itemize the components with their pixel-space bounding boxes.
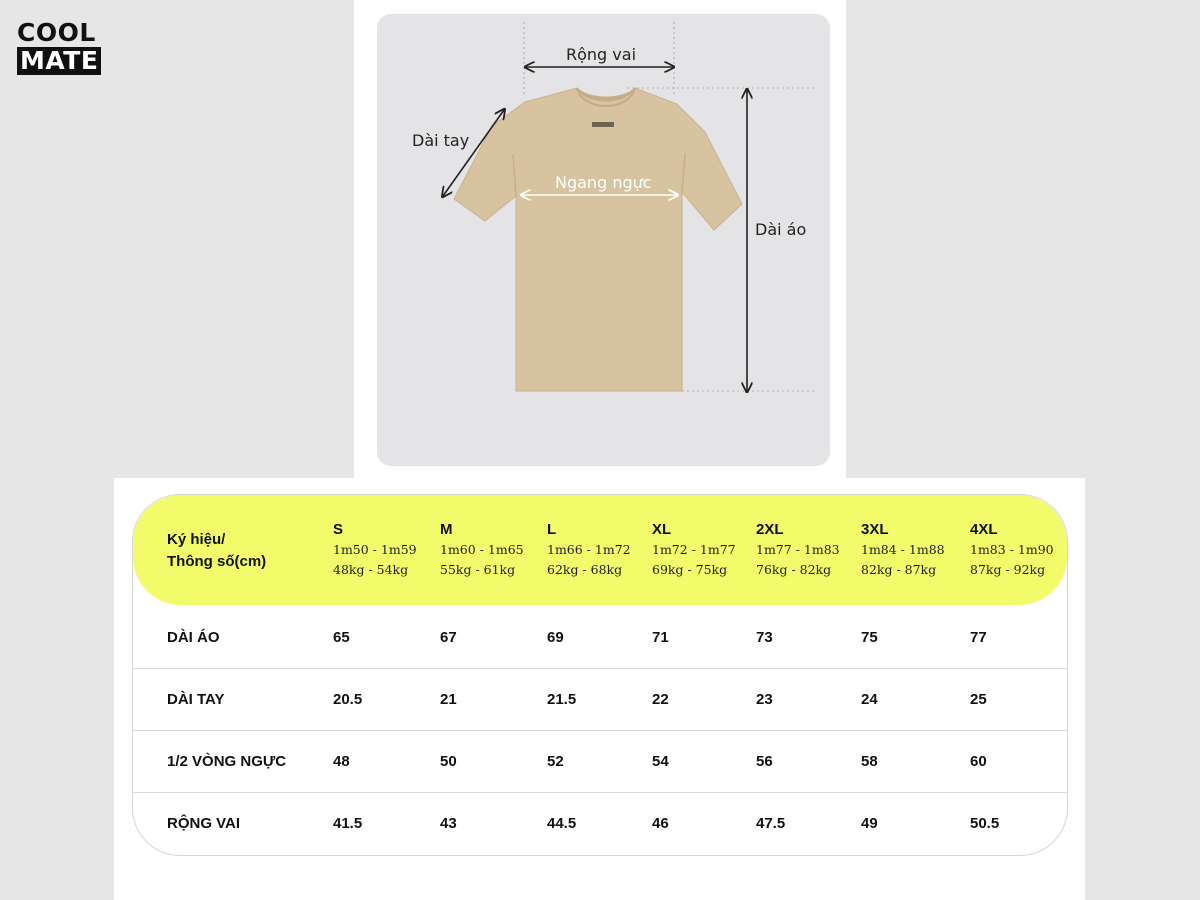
row-value: 75 — [861, 629, 878, 646]
size-name: L — [547, 521, 557, 538]
brand-logo-line2: MATE — [17, 47, 101, 75]
row-value: 44.5 — [547, 815, 577, 832]
row-value: 69 — [547, 629, 564, 646]
row-value: 46 — [652, 815, 669, 832]
size-weight-range: 62kg - 68kg — [547, 562, 623, 577]
brand-logo — [17, 20, 101, 75]
row-label: RỘNG VAI — [167, 815, 241, 832]
row-value: 71 — [652, 629, 669, 646]
row-value: 52 — [547, 753, 564, 770]
size-name: XL — [652, 521, 672, 538]
row-value: 77 — [970, 629, 987, 646]
measurement-diagram — [377, 14, 830, 466]
header-corner-label-2: Thông số(cm) — [167, 553, 267, 570]
size-weight-range: 82kg - 87kg — [861, 562, 937, 577]
size-weight-range: 48kg - 54kg — [333, 562, 409, 577]
table-row — [133, 606, 1067, 669]
row-value: 41.5 — [333, 815, 363, 832]
tshirt-illustration — [377, 14, 830, 466]
row-value: 20.5 — [333, 691, 363, 708]
shoulder-label: Rộng vai — [566, 45, 637, 64]
size-weight-range: 55kg - 61kg — [440, 562, 516, 577]
size-name: M — [440, 521, 453, 538]
row-value: 23 — [756, 691, 773, 708]
row-value: 73 — [756, 629, 773, 646]
size-height-range: 1m50 - 1m59 — [333, 542, 417, 557]
size-name: S — [333, 521, 344, 538]
size-weight-range: 69kg - 75kg — [652, 562, 728, 577]
row-value: 22 — [652, 691, 669, 708]
row-value: 47.5 — [756, 815, 786, 832]
sleeve-label: Dài tay — [412, 131, 470, 150]
size-height-range: 1m60 - 1m65 — [440, 542, 524, 557]
size-chart-table — [132, 494, 1068, 856]
table-row — [133, 792, 1067, 854]
row-label: 1/2 VÒNG NGỰC — [167, 753, 287, 770]
size-weight-range: 87kg - 92kg — [970, 562, 1046, 577]
row-value: 56 — [756, 753, 773, 770]
length-label: Dài áo — [755, 220, 807, 239]
row-value: 24 — [861, 691, 878, 708]
row-value: 67 — [440, 629, 457, 646]
table-row — [133, 668, 1067, 731]
size-name: 4XL — [970, 521, 998, 538]
size-height-range: 1m84 - 1m88 — [861, 542, 945, 557]
row-value: 43 — [440, 815, 457, 832]
row-value: 21 — [440, 691, 457, 708]
chest-label: Ngang ngực — [555, 173, 652, 192]
row-value: 50.5 — [970, 815, 1000, 832]
size-name: 3XL — [861, 521, 889, 538]
size-height-range: 1m83 - 1m90 — [970, 542, 1054, 557]
row-value: 48 — [333, 753, 350, 770]
brand-logo-line1: COOL — [17, 18, 96, 47]
row-value: 54 — [652, 753, 669, 770]
size-weight-range: 76kg - 82kg — [756, 562, 832, 577]
row-value: 65 — [333, 629, 350, 646]
size-height-range: 1m72 - 1m77 — [652, 542, 736, 557]
size-height-range: 1m77 - 1m83 — [756, 542, 840, 557]
row-value: 49 — [861, 815, 878, 832]
row-value: 25 — [970, 691, 987, 708]
measurement-diagram-panel — [354, 0, 846, 478]
row-value: 60 — [970, 753, 987, 770]
size-chart-panel — [114, 478, 1085, 900]
row-value: 21.5 — [547, 691, 577, 708]
size-height-range: 1m66 - 1m72 — [547, 542, 631, 557]
row-label: DÀI ÁO — [167, 629, 220, 646]
row-value: 58 — [861, 753, 878, 770]
row-value: 50 — [440, 753, 457, 770]
size-name: 2XL — [756, 521, 784, 538]
tshirt-shape — [454, 88, 742, 391]
row-label: DÀI TAY — [167, 691, 225, 708]
header-corner-label-1: Ký hiệu/ — [167, 531, 226, 548]
